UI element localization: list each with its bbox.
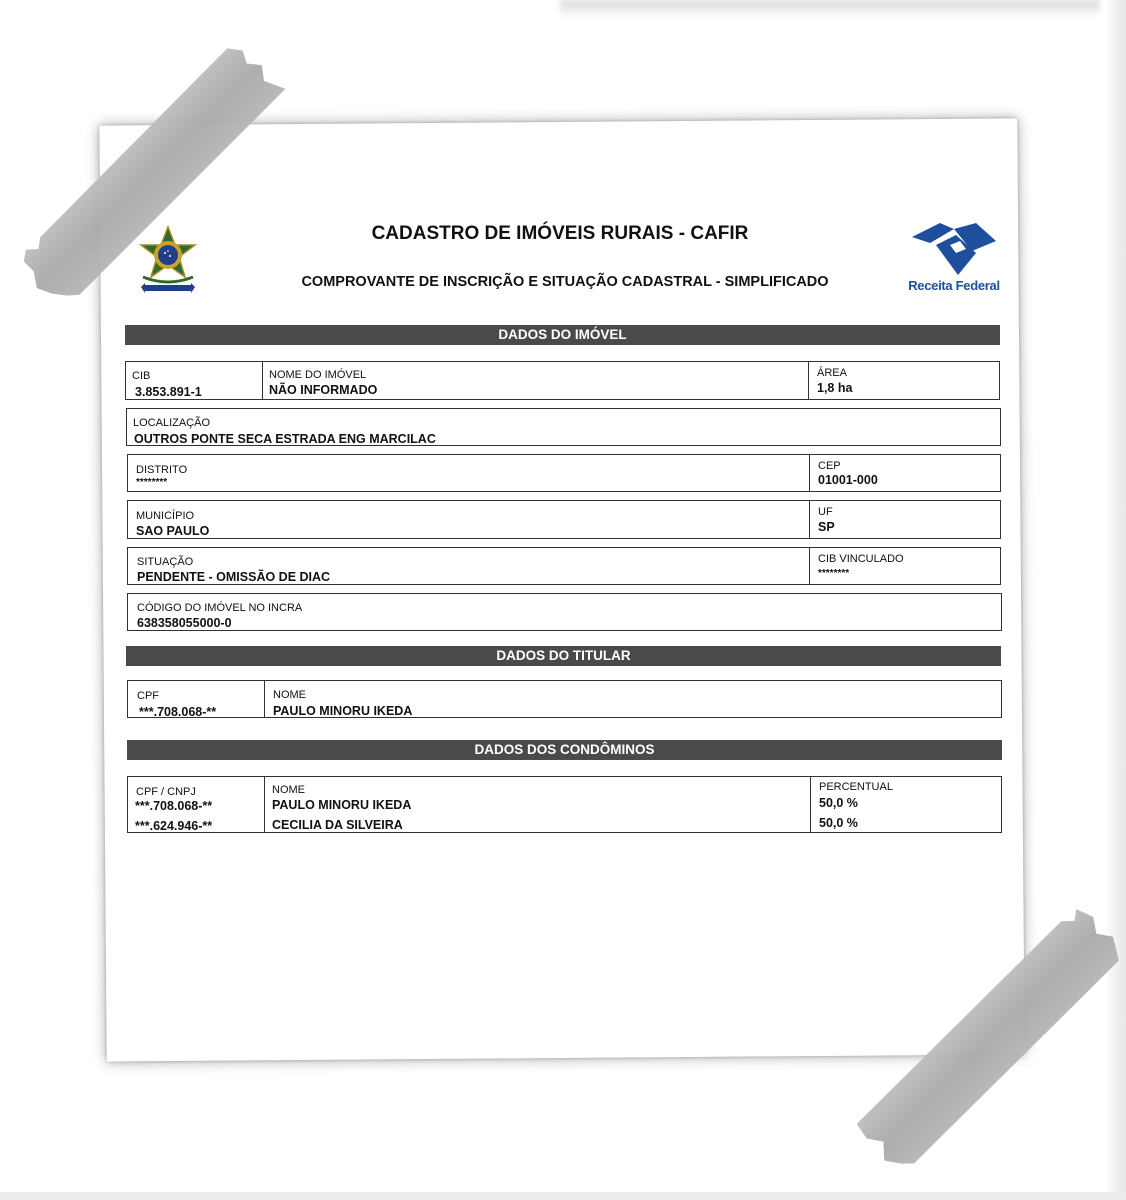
localizacao-label: LOCALIZAÇÃO [133, 417, 211, 429]
cep-label: CEP [818, 460, 841, 472]
titular-nome-cell [264, 681, 1001, 717]
nome-imovel-value: NÃO INFORMADO [269, 383, 378, 397]
cib-vinculado-cell [809, 548, 1000, 584]
distrito-cell [128, 455, 809, 491]
cib-label: CIB [132, 370, 151, 382]
municipio-value: SAO PAULO [136, 524, 210, 538]
municipio-label: MUNICÍPIO [136, 510, 195, 522]
section-bar-imovel: DADOS DO IMÓVEL [125, 325, 1000, 345]
area-cell [808, 362, 999, 399]
condominos-percentual-column [810, 777, 1001, 832]
field-row-cib [125, 361, 1000, 400]
municipio-cell [128, 501, 809, 538]
condominos-percentual-header: PERCENTUAL [819, 781, 893, 793]
cib-value: 3.853.891-1 [135, 385, 202, 399]
field-row-situacao [127, 547, 1001, 585]
condomino-2-doc: ***.624.946-** [135, 819, 213, 833]
condominos-doc-header: CPF / CNPJ [136, 786, 196, 798]
section-bar-condominos: DADOS DOS CONDÔMINOS [127, 740, 1002, 760]
condomino-1-doc: ***.708.068-** [135, 799, 213, 813]
titular-nome-label: NOME [273, 689, 306, 701]
titular-cpf-value: ***.708.068-** [139, 705, 217, 719]
field-row-municipio [127, 500, 1001, 539]
nome-imovel-cell [262, 362, 808, 399]
codigo-incra-label: CÓDIGO DO IMÓVEL NO INCRA [137, 602, 303, 614]
brazil-coat-of-arms-icon [135, 225, 201, 300]
receita-federal-icon [906, 219, 1002, 279]
situacao-cell [128, 548, 809, 584]
condominos-nome-column [264, 777, 810, 832]
condomino-1-nome: PAULO MINORU IKEDA [272, 798, 412, 812]
condomino-2-nome: CECILIA DA SILVEIRA [272, 818, 403, 832]
page-title: CADASTRO DE IMÓVEIS RURAIS - CAFIR [371, 223, 749, 244]
area-label: ÁREA [817, 367, 847, 379]
field-row-localizacao [126, 408, 1001, 446]
field-row-titular [127, 680, 1002, 718]
field-row-codigo-incra [127, 593, 1002, 631]
localizacao-value: OUTROS PONTE SECA ESTRADA ENG MARCILAC [134, 432, 436, 446]
cib-vinculado-value: ******** [818, 568, 850, 579]
condomino-2-percentual: 50,0 % [819, 816, 858, 830]
background-shadow-right [1104, 0, 1126, 1200]
titular-cpf-label: CPF [137, 690, 159, 702]
section-bar-titular: DADOS DO TITULAR [126, 646, 1001, 666]
titular-cpf-cell [128, 681, 264, 717]
background-shadow-bottom [0, 1192, 1126, 1200]
titular-nome-value: PAULO MINORU IKEDA [273, 704, 413, 718]
cib-vinculado-label: CIB VINCULADO [818, 553, 904, 565]
condominos-nome-header: NOME [272, 784, 305, 796]
background-shadow-top [560, 0, 1100, 14]
receita-federal-logo [906, 219, 1002, 297]
condomino-1-percentual: 50,0 % [819, 796, 858, 810]
uf-value: SP [818, 520, 835, 534]
distrito-label: DISTRITO [136, 464, 188, 476]
page-subtitle: COMPROVANTE DE INSCRIÇÃO E SITUAÇÃO CADASTRAL - SIMPLIFICADO [301, 274, 829, 290]
nome-imovel-label: NOME DO IMÓVEL [269, 369, 367, 381]
condominos-doc-column [128, 777, 264, 832]
situacao-label: SITUAÇÃO [137, 556, 194, 568]
document-sheet [99, 118, 1024, 1061]
area-value: 1,8 ha [817, 381, 853, 395]
cep-value: 01001-000 [818, 473, 878, 487]
receita-federal-text: Receita Federal [908, 278, 1000, 293]
condominos-table [127, 776, 1002, 833]
cep-cell [809, 455, 1000, 491]
uf-cell [809, 501, 1000, 538]
codigo-incra-value: 638358055000-0 [137, 616, 232, 630]
field-row-distrito [127, 454, 1001, 492]
distrito-value: ******** [136, 477, 168, 488]
situacao-value: PENDENTE - OMISSÃO DE DIAC [137, 570, 331, 584]
cib-cell [126, 362, 262, 399]
uf-label: UF [818, 506, 833, 518]
